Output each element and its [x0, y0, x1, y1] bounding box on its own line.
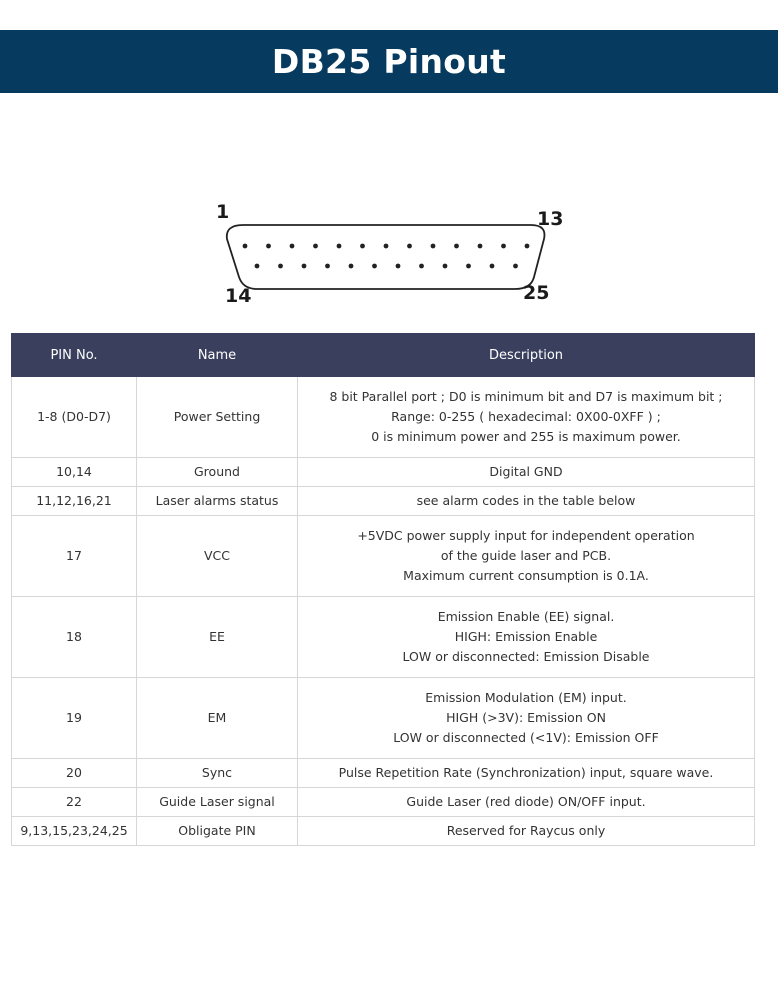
- cell-name: Laser alarms status: [137, 487, 298, 516]
- cell-description: Emission Modulation (EM) input. HIGH (>3V): Emission ON LOW or disconnected (<1V): Emission OFF: [298, 678, 755, 759]
- db25-connector-diagram: [205, 195, 575, 310]
- cell-name: Sync: [137, 759, 298, 788]
- pin-dot: [525, 244, 530, 249]
- cell-description: Emission Enable (EE) signal. HIGH: Emission Enable LOW or disconnected: Emission Disable: [298, 597, 755, 678]
- pin-dot: [443, 264, 448, 269]
- cell-pin: 10,14: [12, 458, 137, 487]
- cell-name: Power Setting: [137, 377, 298, 458]
- page-title: DB25 Pinout: [271, 42, 507, 81]
- cell-pin: 19: [12, 678, 137, 759]
- header-band: [0, 30, 778, 93]
- header-description: Description: [298, 334, 755, 377]
- cell-description: Pulse Repetition Rate (Synchronization) input, square wave.: [298, 759, 755, 788]
- cell-description: 8 bit Parallel port ; D0 is minimum bit and D7 is maximum bit ; Range: 0-255 ( hexadecimal: 0X00-0XFF ) ; 0 is minimum power and 255 is maximum power.: [298, 377, 755, 458]
- connector-shell: [227, 225, 545, 289]
- pin-dot: [255, 264, 260, 269]
- pin-dot: [266, 244, 271, 249]
- pin-row-top: [243, 244, 530, 249]
- cell-description: Guide Laser (red diode) ON/OFF input.: [298, 788, 755, 817]
- pin-dot: [278, 264, 283, 269]
- pin-dot: [360, 244, 365, 249]
- pin-dot: [313, 244, 318, 249]
- table-row: [12, 377, 755, 458]
- pin-dot: [396, 264, 401, 269]
- cell-name: VCC: [137, 516, 298, 597]
- cell-pin: 18: [12, 597, 137, 678]
- pin-dot: [454, 244, 459, 249]
- pin-label-13: 13: [537, 208, 564, 230]
- pin-dot: [302, 264, 307, 269]
- table-row: [12, 817, 755, 846]
- pin-dot: [349, 264, 354, 269]
- table-row: [12, 516, 755, 597]
- pin-dot: [407, 244, 412, 249]
- pin-label-25: 25: [523, 282, 550, 304]
- pin-label-14: 14: [225, 285, 252, 307]
- pinout-table: [11, 333, 755, 846]
- table-row: [12, 788, 755, 817]
- table-row: [12, 597, 755, 678]
- cell-pin: 11,12,16,21: [12, 487, 137, 516]
- cell-name: EE: [137, 597, 298, 678]
- table-row: [12, 678, 755, 759]
- cell-description: Reserved for Raycus only: [298, 817, 755, 846]
- pin-dot: [490, 264, 495, 269]
- table-row: [12, 458, 755, 487]
- cell-description: +5VDC power supply input for independent operation of the guide laser and PCB. Maximum current consumption is 0.1A.: [298, 516, 755, 597]
- cell-description: Digital GND: [298, 458, 755, 487]
- header-name: Name: [137, 334, 298, 377]
- pin-dot: [384, 244, 389, 249]
- pin-dot: [501, 244, 506, 249]
- cell-name: Ground: [137, 458, 298, 487]
- pin-dot: [290, 244, 295, 249]
- table-header-row: [12, 334, 755, 377]
- pin-dot: [466, 264, 471, 269]
- table-row: [12, 759, 755, 788]
- cell-pin: 1-8 (D0-D7): [12, 377, 137, 458]
- cell-pin: 20: [12, 759, 137, 788]
- pin-label-1: 1: [216, 201, 230, 223]
- pin-dot: [372, 264, 377, 269]
- pin-dot: [243, 244, 248, 249]
- cell-name: Guide Laser signal: [137, 788, 298, 817]
- pin-dot: [478, 244, 483, 249]
- table-row: [12, 487, 755, 516]
- cell-name: EM: [137, 678, 298, 759]
- pin-dot: [325, 264, 330, 269]
- pin-dot: [337, 244, 342, 249]
- pin-dot: [419, 264, 424, 269]
- cell-pin: 22: [12, 788, 137, 817]
- pin-dot: [513, 264, 518, 269]
- pin-row-bottom: [255, 264, 518, 269]
- cell-pin: 9,13,15,23,24,25: [12, 817, 137, 846]
- cell-pin: 17: [12, 516, 137, 597]
- cell-description: see alarm codes in the table below: [298, 487, 755, 516]
- cell-name: Obligate PIN: [137, 817, 298, 846]
- pin-dot: [431, 244, 436, 249]
- header-pin-no: PIN No.: [12, 334, 137, 377]
